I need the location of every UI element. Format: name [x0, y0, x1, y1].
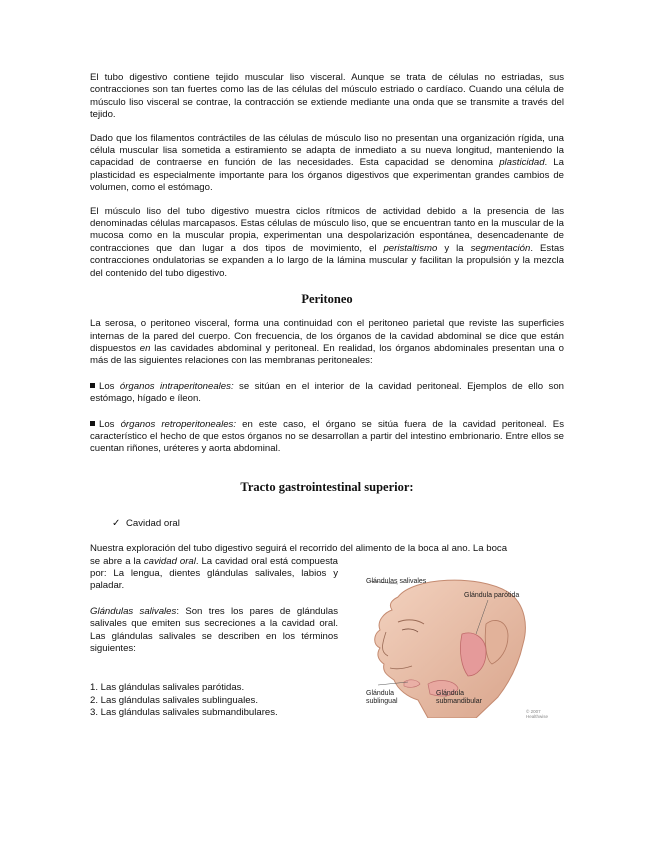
retroperitoneal-bullet: Los órganos retroperitoneales: en este caso, el órgano se sitúa fuera de la cavidad peritoneal. Es característico el hecho de que estos órganos no se desarrollan a partir del intestino embrionario. Entre ellos se cuentan riñones, uréteres y aorta abdominal.	[90, 418, 564, 455]
glandulas-paragraph: Glándulas salivales: Son tres los pares de glándulas salivales que emiten sus secreciones a la cavidad oral. Las glándulas salivales se describen en los términos siguientes:	[90, 605, 338, 654]
glandulas-list	[90, 682, 338, 719]
peritoneo-heading: Peritoneo	[301, 292, 353, 307]
tracto-intro-line: Nuestra exploración del tubo digestivo seguirá el recorrido del alimento de la boca al ano. La boca	[90, 543, 508, 555]
submandibular-label: Glándula submandibular	[436, 690, 482, 705]
list-item: 1. Las glándulas salivales parótidas.	[90, 682, 245, 694]
checkmark-icon: ✓	[112, 517, 121, 529]
check-item: ✓ Cavidad oral	[112, 517, 180, 529]
peritoneo-paragraph: La serosa, o peritoneo visceral, forma una continuidad con el peritoneo parietal que reviste las superficies internas de la pared del cuerpo. Con frecuencia, de los órganos de la cavidad abdominal se dice que están dispuestos en las cavidades abdominal y peritoneal. En realidad, los órganos abdominales presentan una o más de las siguientes relaciones con las membranas peritoneales:	[90, 318, 564, 367]
list-item: 2. Las glándulas salivales sublinguales.	[90, 694, 258, 706]
tracto-heading: Tracto gastrointestinal superior:	[240, 479, 414, 494]
figure-credit: © 2007 Healthwise	[526, 709, 549, 719]
intro-paragraph-3: El músculo liso del tubo digestivo muestra ciclos rítmicos de actividad debido a la presencia de las denominadas células marcapasos. Estas células de músculo liso, que se encuentran tanto en la muscular de la mucosa como en la muscular propia, experimentan una despolarización espontánea, desencadenante de contracciones que dan lugar a dos tipos de movimiento, el peristaltismo y la segmentación. Estas contracciones ondulatorias se expanden a lo largo de la lámina muscular y facilitan la propulsión y la mezcla del contenido del tubo digestivo.	[90, 205, 564, 279]
figure-title-label: Glándulas salivales	[366, 578, 427, 585]
sublingual-label: Glándula sublingual	[366, 690, 398, 705]
intro-paragraph-1: El tubo digestivo contiene tejido muscular liso visceral. Aunque se trata de células no estriadas, sus contracciones son tan fuertes como las de las células del músculo estriado o cardíaco. Cuando una célula de músculo liso visceral se contrae, la contracción se extiende mediante una onda que se transmite a través del tejido.	[90, 72, 564, 121]
square-bullet-icon	[90, 383, 95, 388]
parotid-label: Glándula parótida	[464, 592, 520, 599]
salivary-glands-figure	[358, 572, 558, 718]
intro-paragraph-2: Dado que los filamentos contráctiles de las células de músculo liso no presentan una organización rígida, una célula muscular lisa sometida a estiramiento se adapta de inmediato a su nueva longitud, manteniendo la capacidad de contraerse en función de las necesidades. Esta capacidad se denomina plasticidad. La plasticidad es especialmente importante para los órganos digestivos que experimentan grandes cambios de volumen, como el estómago.	[90, 132, 564, 194]
square-bullet-icon	[90, 421, 95, 426]
cavidad-oral-paragraph: se abre a la cavidad oral. La cavidad oral está compuesta por: La lengua, dientes glándulas salivales, labios y paladar.	[90, 555, 338, 592]
list-item: 3. Las glándulas salivales submandibulares.	[90, 707, 278, 719]
intraperitoneal-bullet: Los órganos intraperitoneales: se sitúan en el interior de la cavidad peritoneal. Ejemplos de ello son estómago, hígado e íleon.	[90, 380, 564, 405]
